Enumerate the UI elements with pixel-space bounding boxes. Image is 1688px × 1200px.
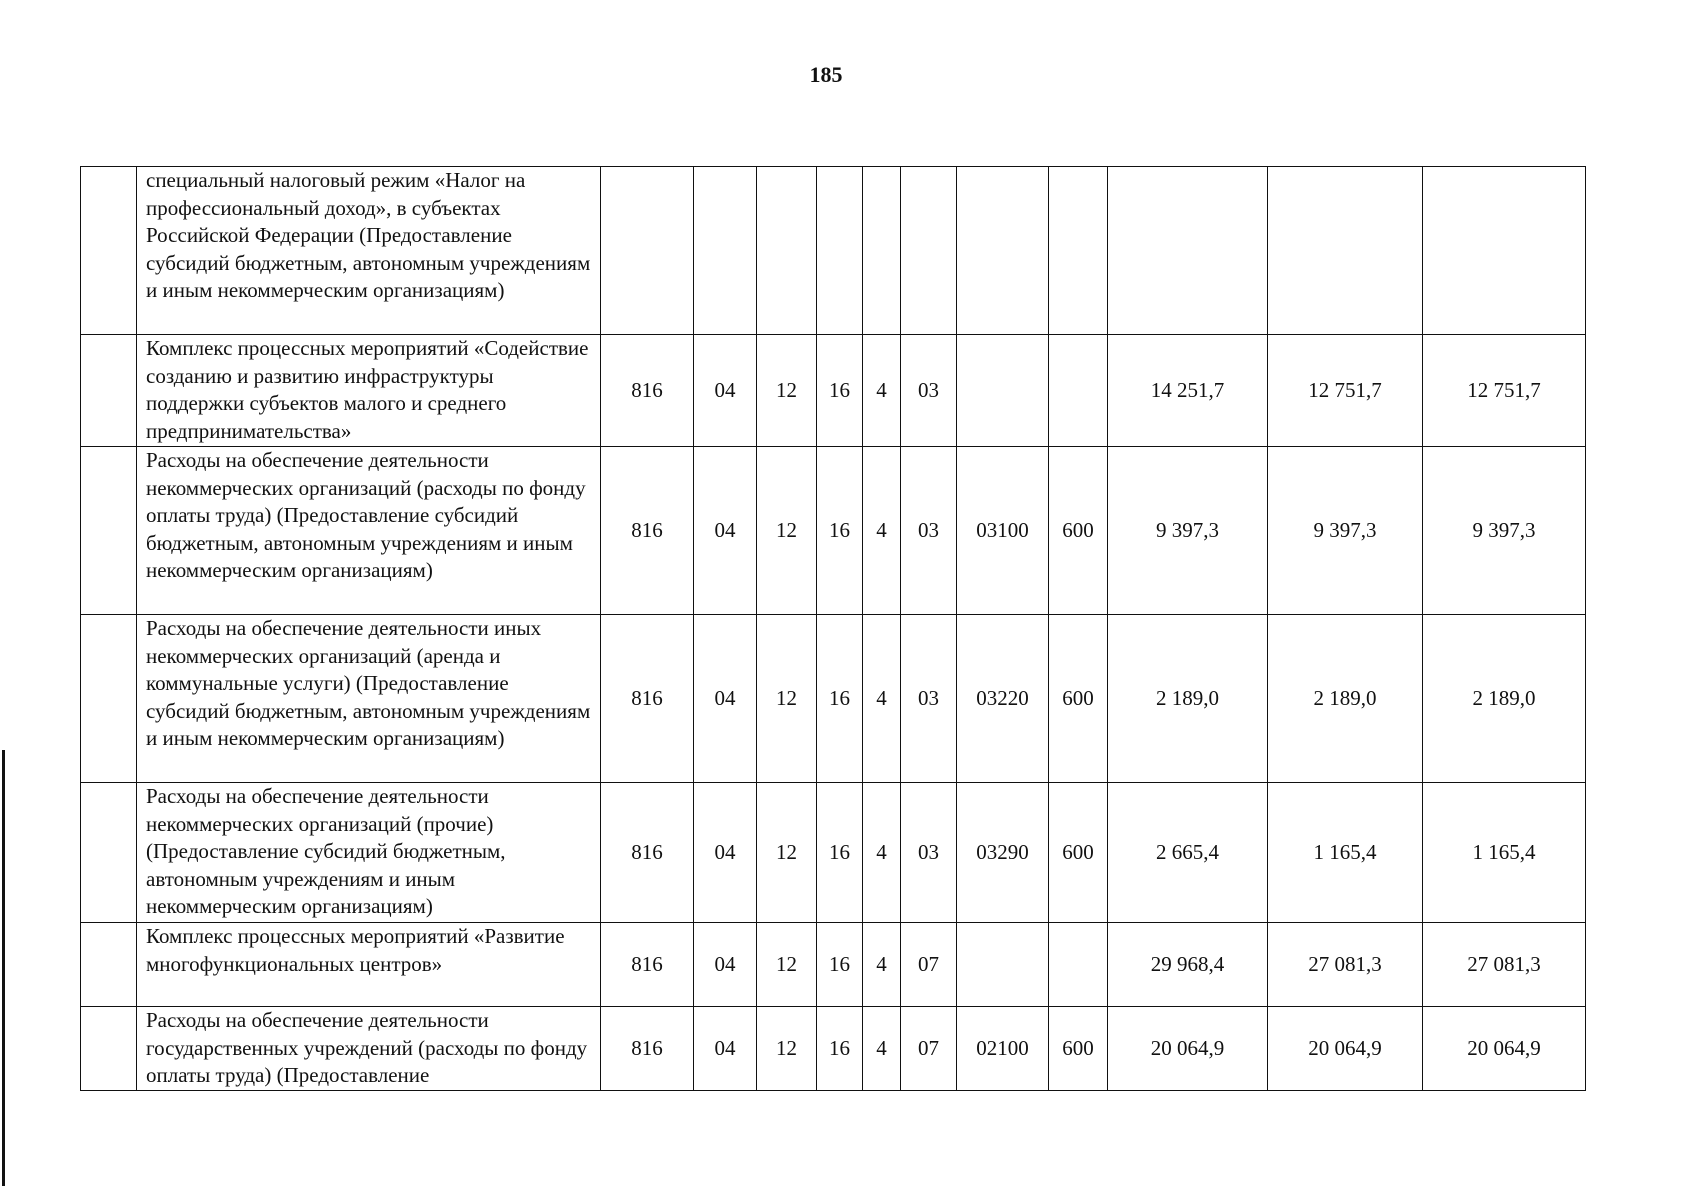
code-expense-type [1049, 167, 1108, 335]
amount-year-3: 9 397,3 [1423, 447, 1586, 615]
code-structural-element: 03 [901, 447, 957, 615]
row-number-cell [81, 1007, 137, 1091]
code-section [694, 167, 757, 335]
amount-year-1: 20 064,9 [1108, 1007, 1268, 1091]
code-expense-type: 600 [1049, 783, 1108, 923]
code-subsection: 12 [757, 1007, 817, 1091]
code-structural-element: 07 [901, 923, 957, 1007]
row-name: Комплекс процессных мероприятий «Развитие многофункциональных центров» [137, 923, 601, 1007]
code-expense-direction [957, 167, 1049, 335]
code-program [817, 167, 863, 335]
code-program: 16 [817, 1007, 863, 1091]
code-structural-element: 03 [901, 783, 957, 923]
code-subsection [757, 167, 817, 335]
code-subsection: 12 [757, 335, 817, 447]
table-row [81, 783, 1586, 923]
code-program: 16 [817, 615, 863, 783]
row-number-cell [81, 615, 137, 783]
row-name: Расходы на обеспечение деятельности государственных учреждений (расходы по фонду оплаты труда) (Предоставление [137, 1007, 601, 1091]
amount-year-2: 27 081,3 [1268, 923, 1423, 1007]
code-program-type: 4 [863, 615, 901, 783]
code-structural-element [901, 167, 957, 335]
amount-year-1: 29 968,4 [1108, 923, 1268, 1007]
row-number-cell [81, 923, 137, 1007]
code-expense-direction: 03290 [957, 783, 1049, 923]
row-number-cell [81, 783, 137, 923]
code-program: 16 [817, 923, 863, 1007]
code-ministry [601, 167, 694, 335]
code-program-type: 4 [863, 335, 901, 447]
code-expense-direction: 03220 [957, 615, 1049, 783]
code-subsection: 12 [757, 615, 817, 783]
code-structural-element: 03 [901, 335, 957, 447]
table-row [81, 923, 1586, 1007]
amount-year-1: 2 189,0 [1108, 615, 1268, 783]
code-ministry: 816 [601, 447, 694, 615]
amount-year-2: 12 751,7 [1268, 335, 1423, 447]
code-ministry: 816 [601, 783, 694, 923]
code-structural-element: 07 [901, 1007, 957, 1091]
budget-table [80, 166, 1586, 1091]
amount-year-1: 9 397,3 [1108, 447, 1268, 615]
amount-year-1 [1108, 167, 1268, 335]
row-name: Расходы на обеспечение деятельности иных некоммерческих организаций (аренда и коммунальные услуги) (Предоставление субсидий бюджетным, автономным учреждениям и иным некоммерческим организациям) [137, 615, 601, 783]
table-row [81, 1007, 1586, 1091]
table-row [81, 167, 1586, 335]
code-ministry: 816 [601, 1007, 694, 1091]
amount-year-1: 14 251,7 [1108, 335, 1268, 447]
row-name: Расходы на обеспечение деятельности некоммерческих организаций (прочие) (Предоставление субсидий бюджетным, автономным учреждениям и иным некоммерческим организациям) [137, 783, 601, 923]
code-section: 04 [694, 615, 757, 783]
code-ministry: 816 [601, 923, 694, 1007]
code-program: 16 [817, 335, 863, 447]
row-number-cell [81, 447, 137, 615]
code-expense-type [1049, 923, 1108, 1007]
code-program: 16 [817, 447, 863, 615]
amount-year-3: 27 081,3 [1423, 923, 1586, 1007]
code-expense-type: 600 [1049, 447, 1108, 615]
code-program: 16 [817, 783, 863, 923]
code-structural-element: 03 [901, 615, 957, 783]
code-program-type [863, 167, 901, 335]
code-expense-type: 600 [1049, 615, 1108, 783]
amount-year-2: 1 165,4 [1268, 783, 1423, 923]
code-section: 04 [694, 783, 757, 923]
row-number-cell [81, 167, 137, 335]
row-name: Комплекс процессных мероприятий «Содействие созданию и развитию инфраструктуры поддержки субъектов малого и среднего предпринимательства» [137, 335, 601, 447]
amount-year-3 [1423, 167, 1586, 335]
code-program-type: 4 [863, 1007, 901, 1091]
amount-year-3: 1 165,4 [1423, 783, 1586, 923]
amount-year-3: 12 751,7 [1423, 335, 1586, 447]
code-subsection: 12 [757, 783, 817, 923]
code-expense-direction: 03100 [957, 447, 1049, 615]
code-expense-direction [957, 335, 1049, 447]
code-program-type: 4 [863, 447, 901, 615]
code-program-type: 4 [863, 783, 901, 923]
table-row [81, 447, 1586, 615]
row-name: специальный налоговый режим «Налог на профессиональный доход», в субъектах Российской Федерации (Предоставление субсидий бюджетным, автономным учреждениям и иным некоммерческим организациям) [137, 167, 601, 335]
code-section: 04 [694, 1007, 757, 1091]
amount-year-3: 2 189,0 [1423, 615, 1586, 783]
amount-year-1: 2 665,4 [1108, 783, 1268, 923]
code-ministry: 816 [601, 615, 694, 783]
page-number: 185 [809, 62, 843, 87]
code-section: 04 [694, 923, 757, 1007]
code-expense-direction [957, 923, 1049, 1007]
code-section: 04 [694, 335, 757, 447]
code-subsection: 12 [757, 447, 817, 615]
row-number-cell [81, 335, 137, 447]
code-section: 04 [694, 447, 757, 615]
code-program-type: 4 [863, 923, 901, 1007]
code-ministry: 816 [601, 335, 694, 447]
amount-year-2 [1268, 167, 1423, 335]
table-row [81, 335, 1586, 447]
table-row [81, 615, 1586, 783]
code-expense-type [1049, 335, 1108, 447]
code-expense-direction: 02100 [957, 1007, 1049, 1091]
row-name: Расходы на обеспечение деятельности некоммерческих организаций (расходы по фонду оплаты труда) (Предоставление субсидий бюджетным, автономным учреждениям и иным некоммерческим организациям) [137, 447, 601, 615]
amount-year-2: 9 397,3 [1268, 447, 1423, 615]
amount-year-2: 20 064,9 [1268, 1007, 1423, 1091]
amount-year-3: 20 064,9 [1423, 1007, 1586, 1091]
code-expense-type: 600 [1049, 1007, 1108, 1091]
left-margin-line [2, 750, 5, 1186]
amount-year-2: 2 189,0 [1268, 615, 1423, 783]
code-subsection: 12 [757, 923, 817, 1007]
